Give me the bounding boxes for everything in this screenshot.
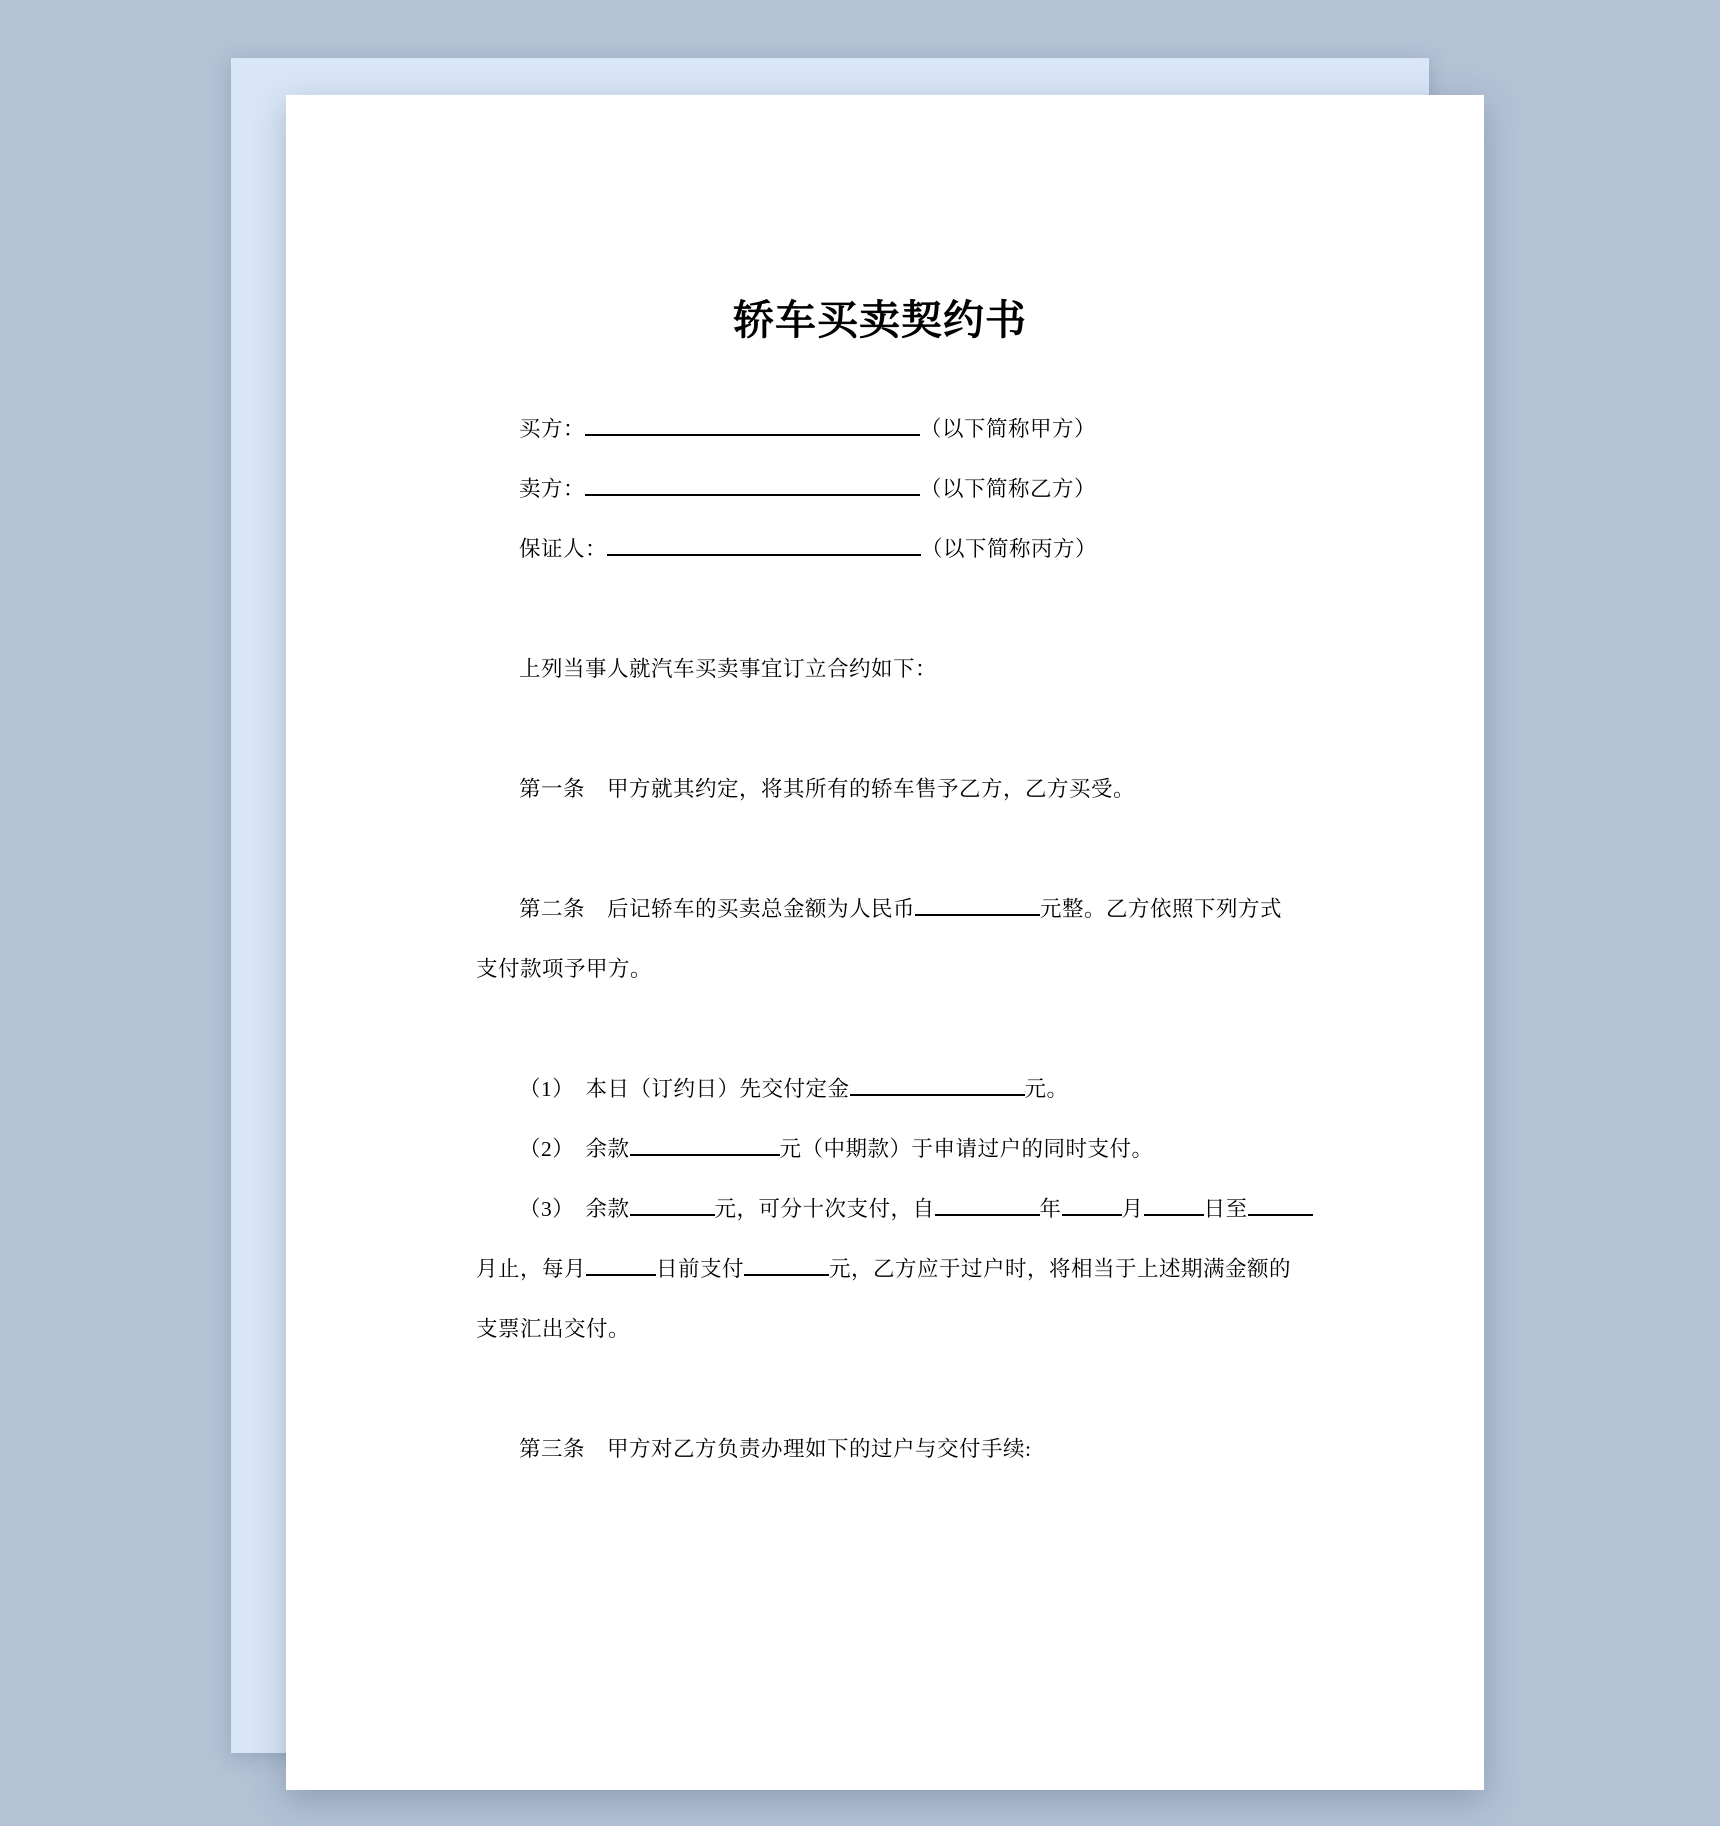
text-run: 元。 — [1024, 1077, 1069, 1101]
fill-blank[interactable] — [935, 1214, 1040, 1216]
document-line — [476, 519, 1284, 579]
text-run: 买方： — [519, 417, 586, 441]
document-line — [476, 639, 1284, 699]
text-run: 支付款项予甲方。 — [476, 957, 653, 981]
document-line — [476, 1119, 1284, 1179]
text-run: 第三条 甲方对乙方负责办理如下的过户与交付手续: — [519, 1437, 1032, 1461]
fill-blank[interactable] — [915, 914, 1040, 916]
fill-blank[interactable] — [607, 554, 921, 556]
text-run: （2） 余款 — [519, 1137, 630, 1161]
text-run: （以下简称甲方） — [920, 417, 1097, 441]
text-run: 第一条 甲方就其约定，将其所有的轿车售予乙方，乙方买受。 — [519, 777, 1136, 801]
document-line — [476, 399, 1284, 459]
party-line-seller — [476, 459, 1284, 519]
text-run: （以下简称丙方） — [921, 537, 1098, 561]
text-run: 保证人： — [519, 537, 608, 561]
text-run: 第二条 后记轿车的买卖总金额为人民币 — [519, 897, 916, 921]
text-run: 月止，每月 — [476, 1257, 587, 1281]
payment-item-1 — [476, 1059, 1284, 1119]
text-run: 元整。乙方依照下列方式 — [1040, 897, 1283, 921]
text-run: 元，乙方应于过户时，将相当于上述期满金额的 — [829, 1257, 1292, 1281]
document-line — [476, 1419, 1284, 1479]
payment-item-2 — [476, 1119, 1284, 1179]
fill-blank[interactable] — [850, 1094, 1025, 1096]
text-run: 月 — [1121, 1197, 1144, 1221]
party-line-guarantor — [476, 519, 1284, 579]
document-line — [476, 879, 1284, 939]
document-title: 轿车买卖契约书 — [733, 297, 1027, 343]
text-run: 年 — [1039, 1197, 1062, 1221]
text-run: （1） 本日（订约日）先交付定金 — [519, 1077, 850, 1101]
contract-page — [286, 95, 1484, 1790]
text-run: 日前支付 — [656, 1257, 745, 1281]
fill-blank[interactable] — [630, 1214, 715, 1216]
text-run: 元（中期款）于申请过户的同时支付。 — [779, 1137, 1154, 1161]
fill-blank[interactable] — [1248, 1214, 1313, 1216]
document-line — [476, 1239, 1292, 1299]
fill-blank[interactable] — [1062, 1214, 1122, 1216]
document-line — [476, 459, 1284, 519]
fill-blank[interactable] — [744, 1274, 829, 1276]
text-run: 元，可分十次支付，自 — [714, 1197, 935, 1221]
payment-item-3 — [476, 1179, 1292, 1359]
text-run: 日至 — [1203, 1197, 1248, 1221]
text-run: 上列当事人就汽车买卖事宜订立合约如下： — [519, 657, 938, 681]
document-line — [476, 1299, 1284, 1359]
party-line-buyer — [476, 399, 1284, 459]
text-run: 支票汇出交付。 — [476, 1317, 631, 1341]
fill-blank[interactable] — [585, 434, 920, 436]
document-line — [476, 939, 1284, 999]
document-line — [476, 1179, 1284, 1239]
clause-1 — [476, 759, 1284, 819]
document-body — [476, 399, 1292, 1479]
fill-blank[interactable] — [586, 1274, 656, 1276]
intro-paragraph — [476, 639, 1284, 699]
fill-blank[interactable] — [630, 1154, 780, 1156]
clause-2 — [476, 879, 1284, 999]
text-run: （以下简称乙方） — [920, 477, 1097, 501]
fill-blank[interactable] — [1144, 1214, 1204, 1216]
text-run: 卖方： — [519, 477, 586, 501]
document-line — [476, 1059, 1284, 1119]
fill-blank[interactable] — [585, 494, 920, 496]
document-line — [476, 759, 1284, 819]
clause-3 — [476, 1419, 1284, 1479]
text-run: （3） 余款 — [519, 1197, 630, 1221]
